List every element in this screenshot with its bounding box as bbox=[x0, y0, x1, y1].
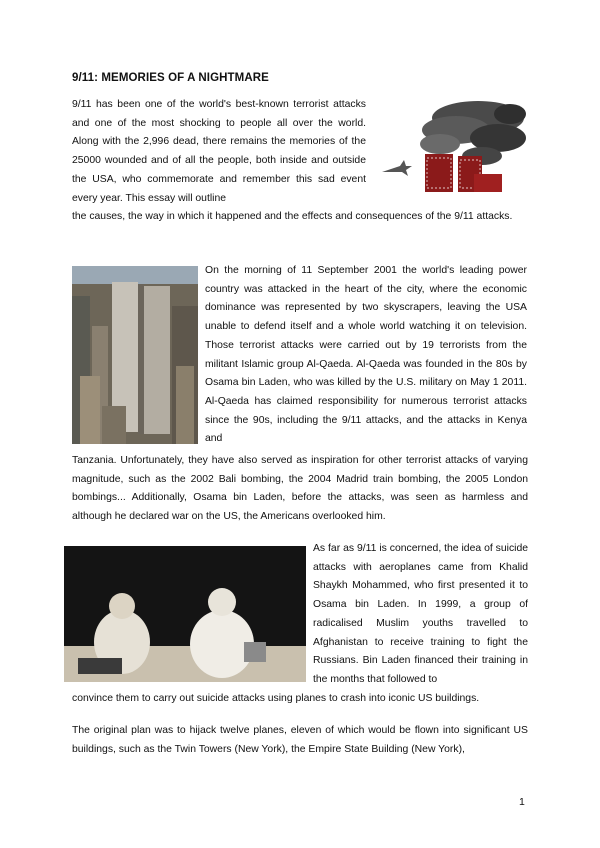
paragraph-attack-morning: On the morning of 11 September 2001 the world's leading power country was attacked in the heart of the city, where the economic dominance was represented by two skyscrapers, leaving the USA unable to defend itself and a whole world watching it on television. Those terrorist attacks were carried out by 19 terrorists from the militant Islamic group Al-Qaeda. Al-Qaeda was founded in the 80s by Osama bin Laden, who was killed by the U.S. military on May 1 2011. Al-Qaeda has claimed responsibility for numerous terrorist attacks since the 90s, including the 9/11 attacks, and the attacks in Kenya and bbox=[205, 265, 527, 445]
paragraph-original-plan: The original plan was to hijack twelve planes, eleven of which would be flown into significant US buildings, such as the Twin Towers (New York), the Empire State Building (New York), bbox=[72, 725, 528, 755]
al-qaeda-leaders-photo bbox=[64, 546, 306, 682]
page-title: 9/11: MEMORIES OF A NIGHTMARE bbox=[72, 72, 269, 84]
twin-towers-illustration bbox=[378, 100, 528, 192]
paragraph-attack-morning-continued: Tanzania. Unfortunately, they have also served as inspiration for other terrorist attacks of varying magnitude, such as the 2002 Bali bombing, the 2004 Madrid train bombing, the 2005 London bombings... Additionally, Osama bin Laden, before the attacks, was seen as harmless and although he declared war on the US, the Americans overlooked him. bbox=[72, 455, 528, 523]
paragraph-planning-continued: convince them to carry out suicide attacks using planes to crash into iconic US buildings. bbox=[72, 693, 480, 704]
world-trade-center-photo bbox=[72, 266, 198, 444]
page-number: 1 bbox=[519, 796, 525, 808]
paragraph-intro-continued: the causes, the way in which it happened and the effects and consequences of the 9/11 attacks. bbox=[72, 211, 513, 222]
paragraph-intro: 9/11 has been one of the world's best-known terrorist attacks and one of the most shocking to people all over the world. Along with the 2,996 dead, there remains the memories of the 25000 wounded and of all the people, both inside and outside the USA, who commemorate and remember this sad event every year. This essay will outline bbox=[72, 99, 366, 204]
paragraph-planning: As far as 9/11 is concerned, the idea of suicide attacks with aeroplanes came from Khalid Shaykh Mohammed, who first presented it to Osama bin Laden. In 1999, a group of radicalised Muslim youths travelled to Afghanistan to receive training to fight the Russians. Bin Laden financed their training in the months that followed to bbox=[313, 543, 528, 685]
